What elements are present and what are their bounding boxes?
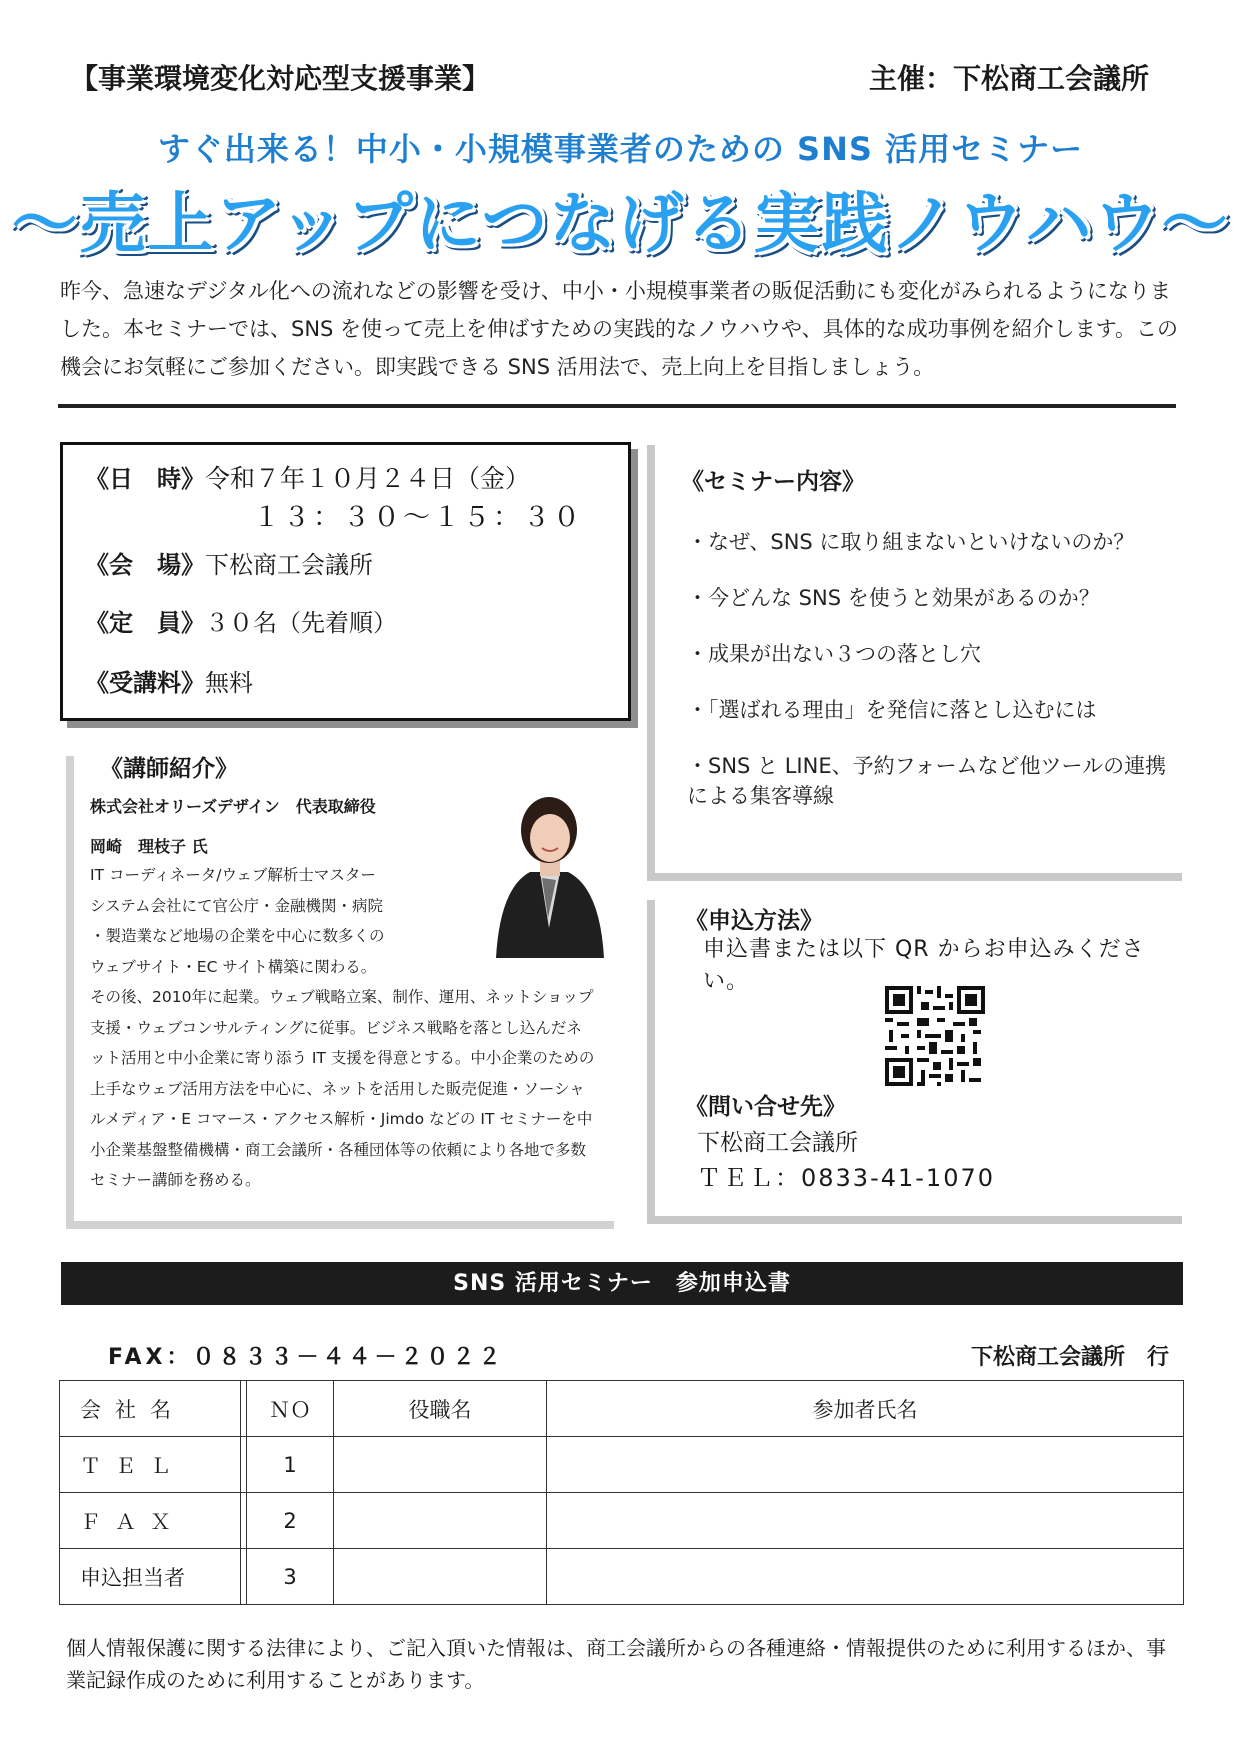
- speaker-company: 株式会社オリーズデザイン 代表取締役: [90, 797, 376, 816]
- date-row: [85, 459, 530, 495]
- program-name: 【事業環境変化対応型支援事業】: [70, 62, 491, 95]
- position-field[interactable]: [334, 1493, 547, 1549]
- seminar-subtitle: すぐ出来る！中小・小規模事業者のための SNS 活用セミナー: [157, 130, 1084, 168]
- form-title-bar: SNS 活用セミナー 参加申込書: [61, 1262, 1183, 1305]
- bio-line: ウェブサイト・EC サイト構築に関わる。: [90, 957, 377, 976]
- capacity-label: 《定 員》: [85, 609, 205, 637]
- apply-text: 申込書または以下 QR からお申込みください。: [703, 937, 1145, 994]
- application-form-table: [59, 1380, 1184, 1605]
- bio-line: ルメディア・E コマース・アクセス解析・Jimdo などの IT セミナーを中: [90, 1110, 593, 1128]
- bio-line: ット活用と中小企業に寄り添う IT 支援を得意とする。中小企業のための: [90, 1049, 595, 1067]
- contact-heading: 《問い合せ先》: [685, 1094, 846, 1120]
- row-number: 1: [247, 1437, 334, 1493]
- label-tel: ＴＥＬ: [60, 1437, 241, 1493]
- fee-label: 《受講料》: [85, 669, 205, 697]
- participant-name-field[interactable]: [547, 1437, 1184, 1493]
- date-value: 令和７年１０月２４日（金）: [205, 464, 531, 493]
- contact-tel: ＴＥＬ：0833-41-1070: [697, 1164, 996, 1192]
- capacity-value: ３０名（先着順）: [205, 609, 397, 637]
- date-label: 《日 時》: [85, 465, 205, 493]
- fee-value: 無料: [205, 669, 253, 697]
- apply-panel: [647, 900, 1182, 1224]
- bio-line: 支援・ウェブコンサルティングに従事。ビジネス戦略を落とし込んだネ: [90, 1018, 582, 1037]
- content-item: ・今どんな SNS を使うと効果があるのか？: [687, 586, 1100, 610]
- content-item: ・「選ばれる理由」を発信に落とし込むには: [687, 698, 1097, 722]
- privacy-notice: 個人情報保護に関する法律により、ご記入頂いた情報は、商工会議所からの各種連絡・情報提供のために利用するほか、事業記録作成のために利用することがあります。: [66, 1636, 1166, 1692]
- label-person-in-charge: 申込担当者: [60, 1549, 241, 1605]
- qr-code[interactable]: [885, 986, 985, 1086]
- content-item: ・SNS と LINE、予約フォームなど他ツールの連携 による集客導線: [687, 754, 1188, 808]
- organizer: 主催：下松商工会議所: [868, 62, 1149, 95]
- table-row: [60, 1437, 1184, 1493]
- participant-name-field[interactable]: [547, 1493, 1184, 1549]
- venue-row: [85, 545, 373, 580]
- time-value: １３：３０～１５：３０: [253, 502, 583, 533]
- speaker-section: [74, 748, 622, 1221]
- bio-line: その後、2010年に起業。ウェブ戦略立案、制作、運用、ネットショップ: [90, 988, 594, 1006]
- header-no: ＮＯ: [247, 1381, 334, 1437]
- header-participant-name: 参加者氏名: [547, 1381, 1184, 1437]
- table-row: [60, 1549, 1184, 1605]
- apply-heading: 《申込方法》: [685, 908, 823, 934]
- seminar-content-panel: [647, 445, 1188, 881]
- event-info-box: [60, 442, 631, 721]
- position-field[interactable]: [334, 1437, 547, 1493]
- seminar-content-heading: 《セミナー内容》: [681, 469, 865, 495]
- capacity-row: [85, 603, 397, 638]
- venue-value: 下松商工会議所: [205, 551, 373, 579]
- speaker-heading: 《講師紹介》: [100, 756, 238, 782]
- row-number: 2: [247, 1493, 334, 1549]
- content-item: ・成果が出ない３つの落とし穴: [687, 642, 981, 666]
- content-item: ・なぜ、SNS に取り組まないといけないのか？: [687, 530, 1135, 554]
- speaker-photo: [482, 768, 616, 958]
- venue-label: 《会 場》: [85, 551, 205, 579]
- bio-line: 上手なウェブ活用方法を中心に、ネットを活用した販売促進・ソーシャ: [90, 1079, 585, 1098]
- seminar-main-title: ～売上アップにつなげる実践ノウハウ～: [11, 185, 1230, 262]
- divider: [58, 404, 1176, 408]
- participant-name-field[interactable]: [547, 1549, 1184, 1605]
- contact-name: 下松商工会議所: [697, 1130, 858, 1156]
- row-number: 3: [247, 1549, 334, 1605]
- position-field[interactable]: [334, 1549, 547, 1605]
- label-company: 会社名: [60, 1381, 241, 1437]
- table-row: [60, 1381, 1184, 1437]
- fee-row: [85, 663, 253, 698]
- bio-line: 小企業基盤整備機構・商工会議所・各種団体等の依頼により各地で多数: [90, 1140, 587, 1159]
- form-addressee: 下松商工会議所 行: [970, 1345, 1169, 1370]
- speaker-name: 岡崎 理枝子 氏: [90, 837, 208, 856]
- table-row: [60, 1493, 1184, 1549]
- bio-line: IT コーディネータ/ウェブ解析士マスター: [90, 866, 376, 884]
- intro-paragraph: 昨今、急速なデジタル化への流れなどの影響を受け、中小・小規模事業者の販促活動にも変化がみられるようになりました。本セミナーでは、SNS を使って売上を伸ばすための実践的なノウハウや、具体的な成功事例を紹介します。この機会にお気軽にご参加ください。即実践できる SNS 活用法で、売上向上を目指しましょう。: [60, 279, 1178, 379]
- header-position: 役職名: [334, 1381, 547, 1437]
- bio-line: セミナー講師を務める。: [90, 1171, 261, 1189]
- label-fax: ＦＡＸ: [60, 1493, 241, 1549]
- fax-number: FAX：０８３３－４４－２０２２: [108, 1345, 505, 1370]
- bio-line: システム会社にて官公庁・金融機関・病院: [90, 896, 383, 915]
- bio-line: ・製造業など地場の企業を中心に数多くの: [90, 927, 385, 945]
